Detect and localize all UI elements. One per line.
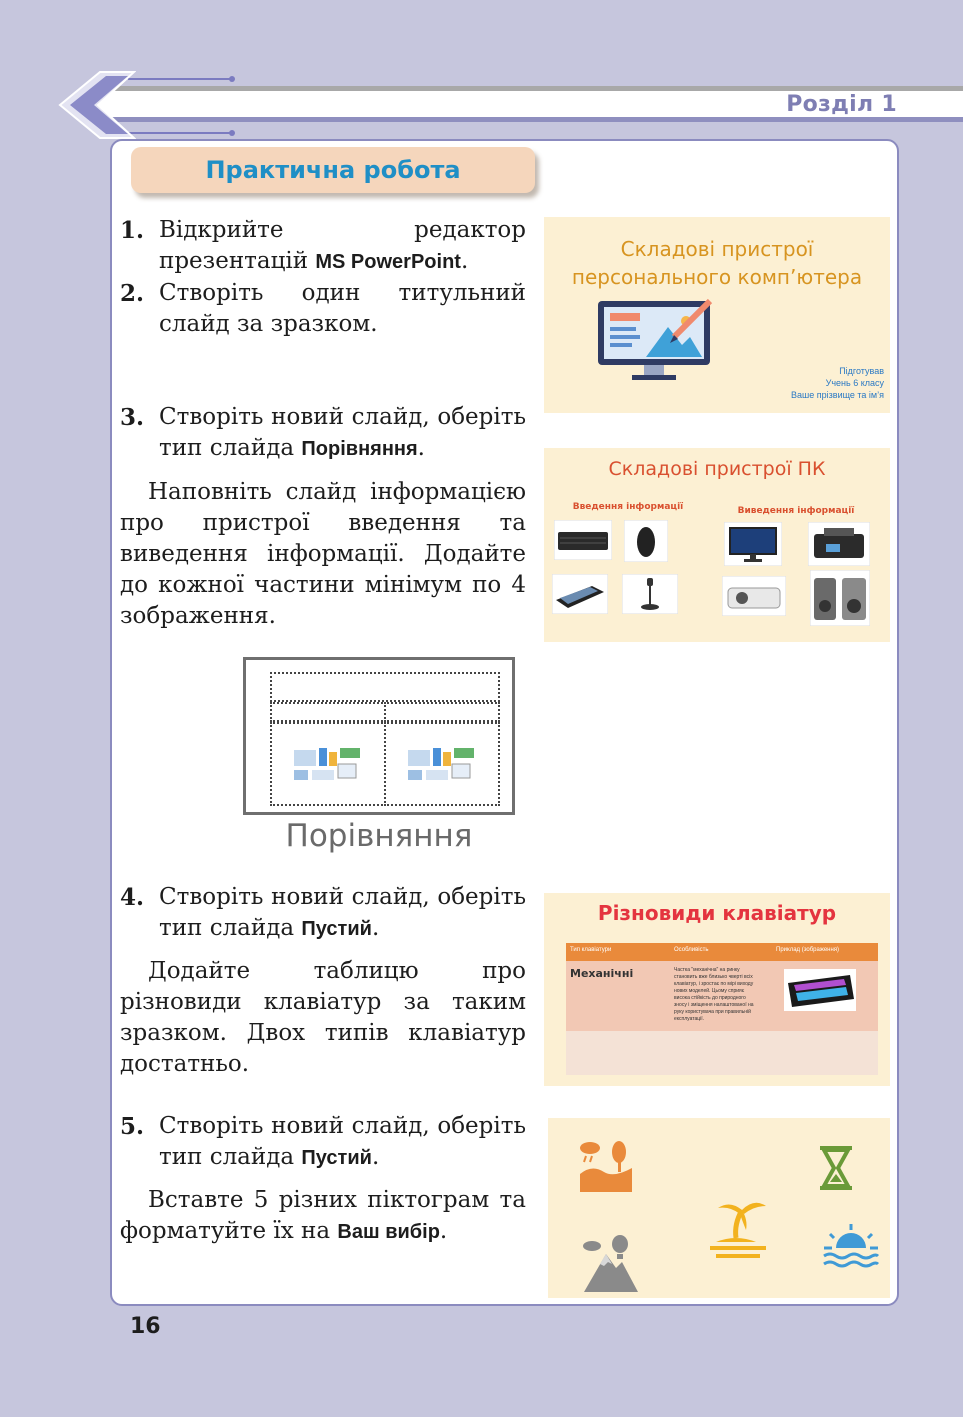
task-number: 2. [120, 280, 145, 307]
monitor-icon [724, 522, 782, 566]
task-number: 5. [120, 1113, 145, 1140]
slide-author-line: Учень 6 класу [825, 378, 884, 388]
content-icons-icon [386, 724, 496, 802]
hourglass-icon [818, 1144, 854, 1192]
task-number: 1. [120, 217, 145, 244]
chevron-left-icon [56, 70, 136, 140]
task-end: . [439, 1218, 448, 1244]
description-line: висока стійкість до природного [674, 995, 746, 1001]
right-heading-placeholder [384, 702, 500, 722]
section-title: Розділ 1 [786, 92, 897, 117]
right-content-placeholder [384, 722, 500, 806]
slide-author-line: Підготував [839, 366, 884, 376]
task-body: Вставте 5 різних піктограм та форматуйте їх на [120, 1187, 526, 1244]
slide-title: Складові пристрої ПК [608, 458, 826, 480]
task-keyword: Пустий [301, 918, 372, 940]
mouse-icon [624, 520, 668, 562]
header-line [128, 132, 232, 134]
gaming-keyboard-icon [784, 969, 856, 1011]
table-cell-type: Механічні [570, 967, 634, 980]
table-cell-description [674, 967, 774, 1023]
scanner-icon [552, 574, 608, 614]
slide-right-heading: Виведення інформації [737, 506, 855, 516]
title-placeholder [270, 672, 500, 702]
description-line: Частка "механічна" на ринку [674, 967, 740, 973]
projector-icon [722, 576, 786, 616]
description-line: зносу і зміщення налаштованої на [674, 1002, 754, 1008]
microphone-icon [622, 574, 678, 614]
task-4-instructions: Додайте таблицю про різновиди клавіатур за таким зразком. Двох типів клавіатур достатньо. [120, 958, 526, 1077]
task-text [159, 882, 526, 945]
island-palm-icon [706, 1198, 770, 1264]
task-text: Створіть один титульний слайд за зразком. [159, 280, 526, 337]
left-content-placeholder [270, 722, 386, 806]
slide-icons-example [548, 1118, 890, 1298]
task-3-instructions: Наповніть слайд інформацією про пристрої введення та виведення інформації. Додайте до кожної частини мінімум по 4 зображення. [120, 479, 526, 629]
task-2 [120, 278, 526, 340]
task-5 [120, 1111, 526, 1174]
speakers-icon [810, 570, 870, 626]
keyboard-icon [554, 520, 612, 560]
slide-title-example [544, 217, 890, 413]
description-line: руку користувача при правильній [674, 1009, 751, 1015]
monitor-picture-icon [596, 297, 720, 383]
description-line: нових моделей. Цьому сприяє [674, 988, 745, 994]
left-heading-placeholder [270, 702, 386, 722]
table-column-header: Приклад (зображення) [776, 947, 840, 953]
task-end: . [417, 435, 425, 461]
task-number: 4. [120, 884, 145, 911]
task-3 [120, 402, 526, 465]
task-1 [120, 215, 526, 278]
task-end: . [371, 1144, 380, 1170]
task-end: . [371, 915, 380, 941]
slide-title: Різновиди клавіатур [597, 901, 837, 925]
practical-work-badge [131, 147, 535, 193]
slide-title-line: персонального комп’ютера [571, 265, 863, 289]
header-line [128, 78, 232, 80]
task-body: Створіть новий слайд, оберіть тип слайда [159, 404, 526, 461]
task-body: Створіть новий слайд, оберіть тип слайда [159, 1113, 526, 1170]
table-column-header: Тип клавіатури [570, 947, 612, 953]
task-4 [120, 882, 526, 945]
slide-title-line: Складові пристрої [620, 237, 814, 261]
description-line: експлуатації. [674, 1016, 705, 1022]
slide-author-line: Ваше прізвище та ім’я [791, 390, 884, 400]
task-keyword: MS PowerPoint [315, 251, 461, 273]
landscape-weather-icon [578, 1138, 634, 1194]
task-keyword: Ваш вибір [337, 1221, 440, 1243]
task-body: Відкрийте редактор презентацій [159, 217, 526, 274]
task-keyword: Пустий [301, 1147, 372, 1169]
sunset-icon [822, 1222, 880, 1270]
content-icons-icon [272, 724, 382, 802]
mountains-balloon-icon [580, 1234, 640, 1294]
task-text [159, 215, 526, 278]
task-number: 3. [120, 404, 145, 431]
printer-icon [808, 522, 870, 566]
description-line: клавіатур, і зростає по мірі виходу [674, 981, 754, 987]
task-keyword: Порівняння [301, 438, 418, 460]
keyboards-table [566, 943, 878, 1075]
task-body: Створіть новий слайд, оберіть тип слайда [159, 884, 526, 941]
slide-keyboards-example [544, 893, 890, 1086]
badge-title: Практична робота [205, 156, 461, 184]
task-5-instructions [120, 1185, 526, 1248]
task-text [159, 1111, 526, 1174]
layout-label: Порівняння [285, 818, 473, 854]
task-text [159, 402, 526, 465]
slide-left-heading: Введення інформації [572, 502, 684, 512]
task-end: . [460, 248, 469, 274]
comparison-layout-thumbnail [243, 657, 515, 815]
slide-comparison-example [544, 448, 890, 642]
page-number: 16 [130, 1314, 161, 1339]
table-column-header: Особливість [674, 947, 709, 953]
description-line: становить вже близько чверті всіх [674, 974, 753, 980]
